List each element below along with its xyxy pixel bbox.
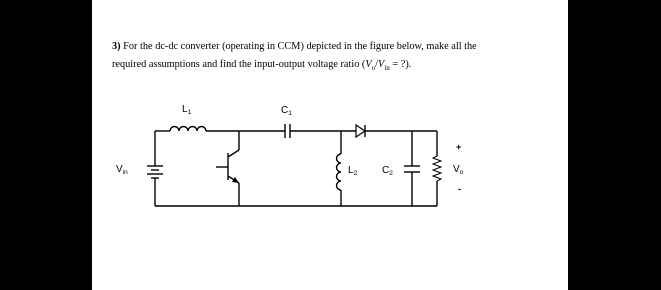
vin-label: $V_{in}$ bbox=[116, 164, 128, 176]
c1-label: $C_1$ bbox=[281, 105, 292, 117]
question-line-1-text: For the dc-dc converter (operating in CCM) depicted in the figure below, make all the bbox=[123, 41, 477, 52]
question-line-2-text: required assumptions and find the input-output voltage ratio ( bbox=[112, 59, 366, 70]
question-number: 3) bbox=[112, 41, 121, 52]
capacitor-c2 bbox=[404, 131, 420, 206]
vo-minus: - bbox=[458, 184, 461, 194]
ratio-slash: / bbox=[375, 59, 379, 70]
diode bbox=[356, 125, 365, 137]
inductor-l2 bbox=[337, 154, 342, 190]
vin-subscript: in bbox=[384, 64, 390, 73]
capacitor-c1 bbox=[285, 124, 290, 138]
inductor-l1 bbox=[170, 127, 206, 132]
vo-plus: + bbox=[456, 142, 462, 152]
vo-label: $V_o$ bbox=[453, 164, 464, 176]
transistor-switch bbox=[216, 131, 239, 206]
circuit-diagram bbox=[92, 0, 568, 290]
l2-label: $L_2$ bbox=[348, 165, 358, 177]
vin-symbol: V bbox=[378, 59, 385, 70]
question-page bbox=[92, 0, 568, 290]
load-resistor bbox=[433, 131, 441, 206]
vo-subscript: o bbox=[371, 64, 376, 73]
vo-symbol: V bbox=[365, 59, 372, 70]
question-line-2-end: = ?). bbox=[389, 59, 412, 70]
vin-source bbox=[147, 131, 163, 206]
l1-label: $L_1$ bbox=[182, 104, 192, 116]
c2-label: $C_2$ bbox=[382, 165, 393, 177]
